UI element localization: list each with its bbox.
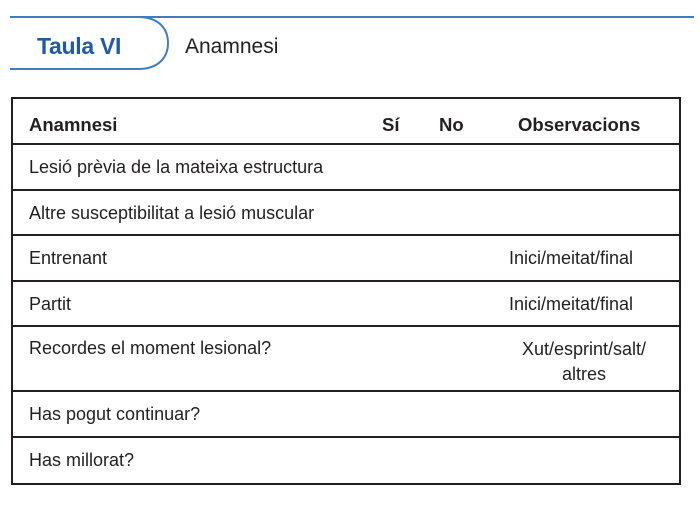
row-item: Entrenant bbox=[29, 248, 108, 268]
table-row bbox=[13, 191, 679, 237]
table-row bbox=[13, 145, 679, 191]
table-header bbox=[10, 16, 694, 70]
row-observacions: Xut/esprint/salt/ altres bbox=[521, 339, 647, 384]
row-item: Has millorat? bbox=[29, 449, 135, 470]
table-row bbox=[13, 438, 679, 484]
row-item: Lesió prèvia de la mateixa estructura bbox=[29, 157, 324, 177]
row-observacions: Inici/meitat/final bbox=[509, 248, 634, 268]
row-item: Partit bbox=[29, 293, 72, 314]
row-item: Recordes el moment lesional? bbox=[29, 338, 272, 358]
anamnesi-table bbox=[11, 97, 681, 485]
row-item: Altre susceptibilitat a lesió muscular bbox=[29, 202, 315, 223]
column-header-anamnesi: Anamnesi bbox=[29, 114, 118, 135]
table-row bbox=[13, 392, 679, 438]
table-title: Anamnesi bbox=[185, 35, 279, 58]
table-header-row bbox=[13, 99, 679, 145]
row-observacions: Inici/meitat/final bbox=[509, 293, 634, 314]
table-row bbox=[13, 327, 679, 392]
table-row bbox=[13, 236, 679, 282]
column-header-si: Sí bbox=[382, 114, 400, 135]
table-row bbox=[13, 282, 679, 328]
column-header-observacions: Observacions bbox=[518, 114, 641, 135]
table-number-label: Taula VI bbox=[37, 33, 122, 59]
column-header-no: No bbox=[439, 114, 464, 135]
row-item: Has pogut continuar? bbox=[29, 404, 201, 424]
